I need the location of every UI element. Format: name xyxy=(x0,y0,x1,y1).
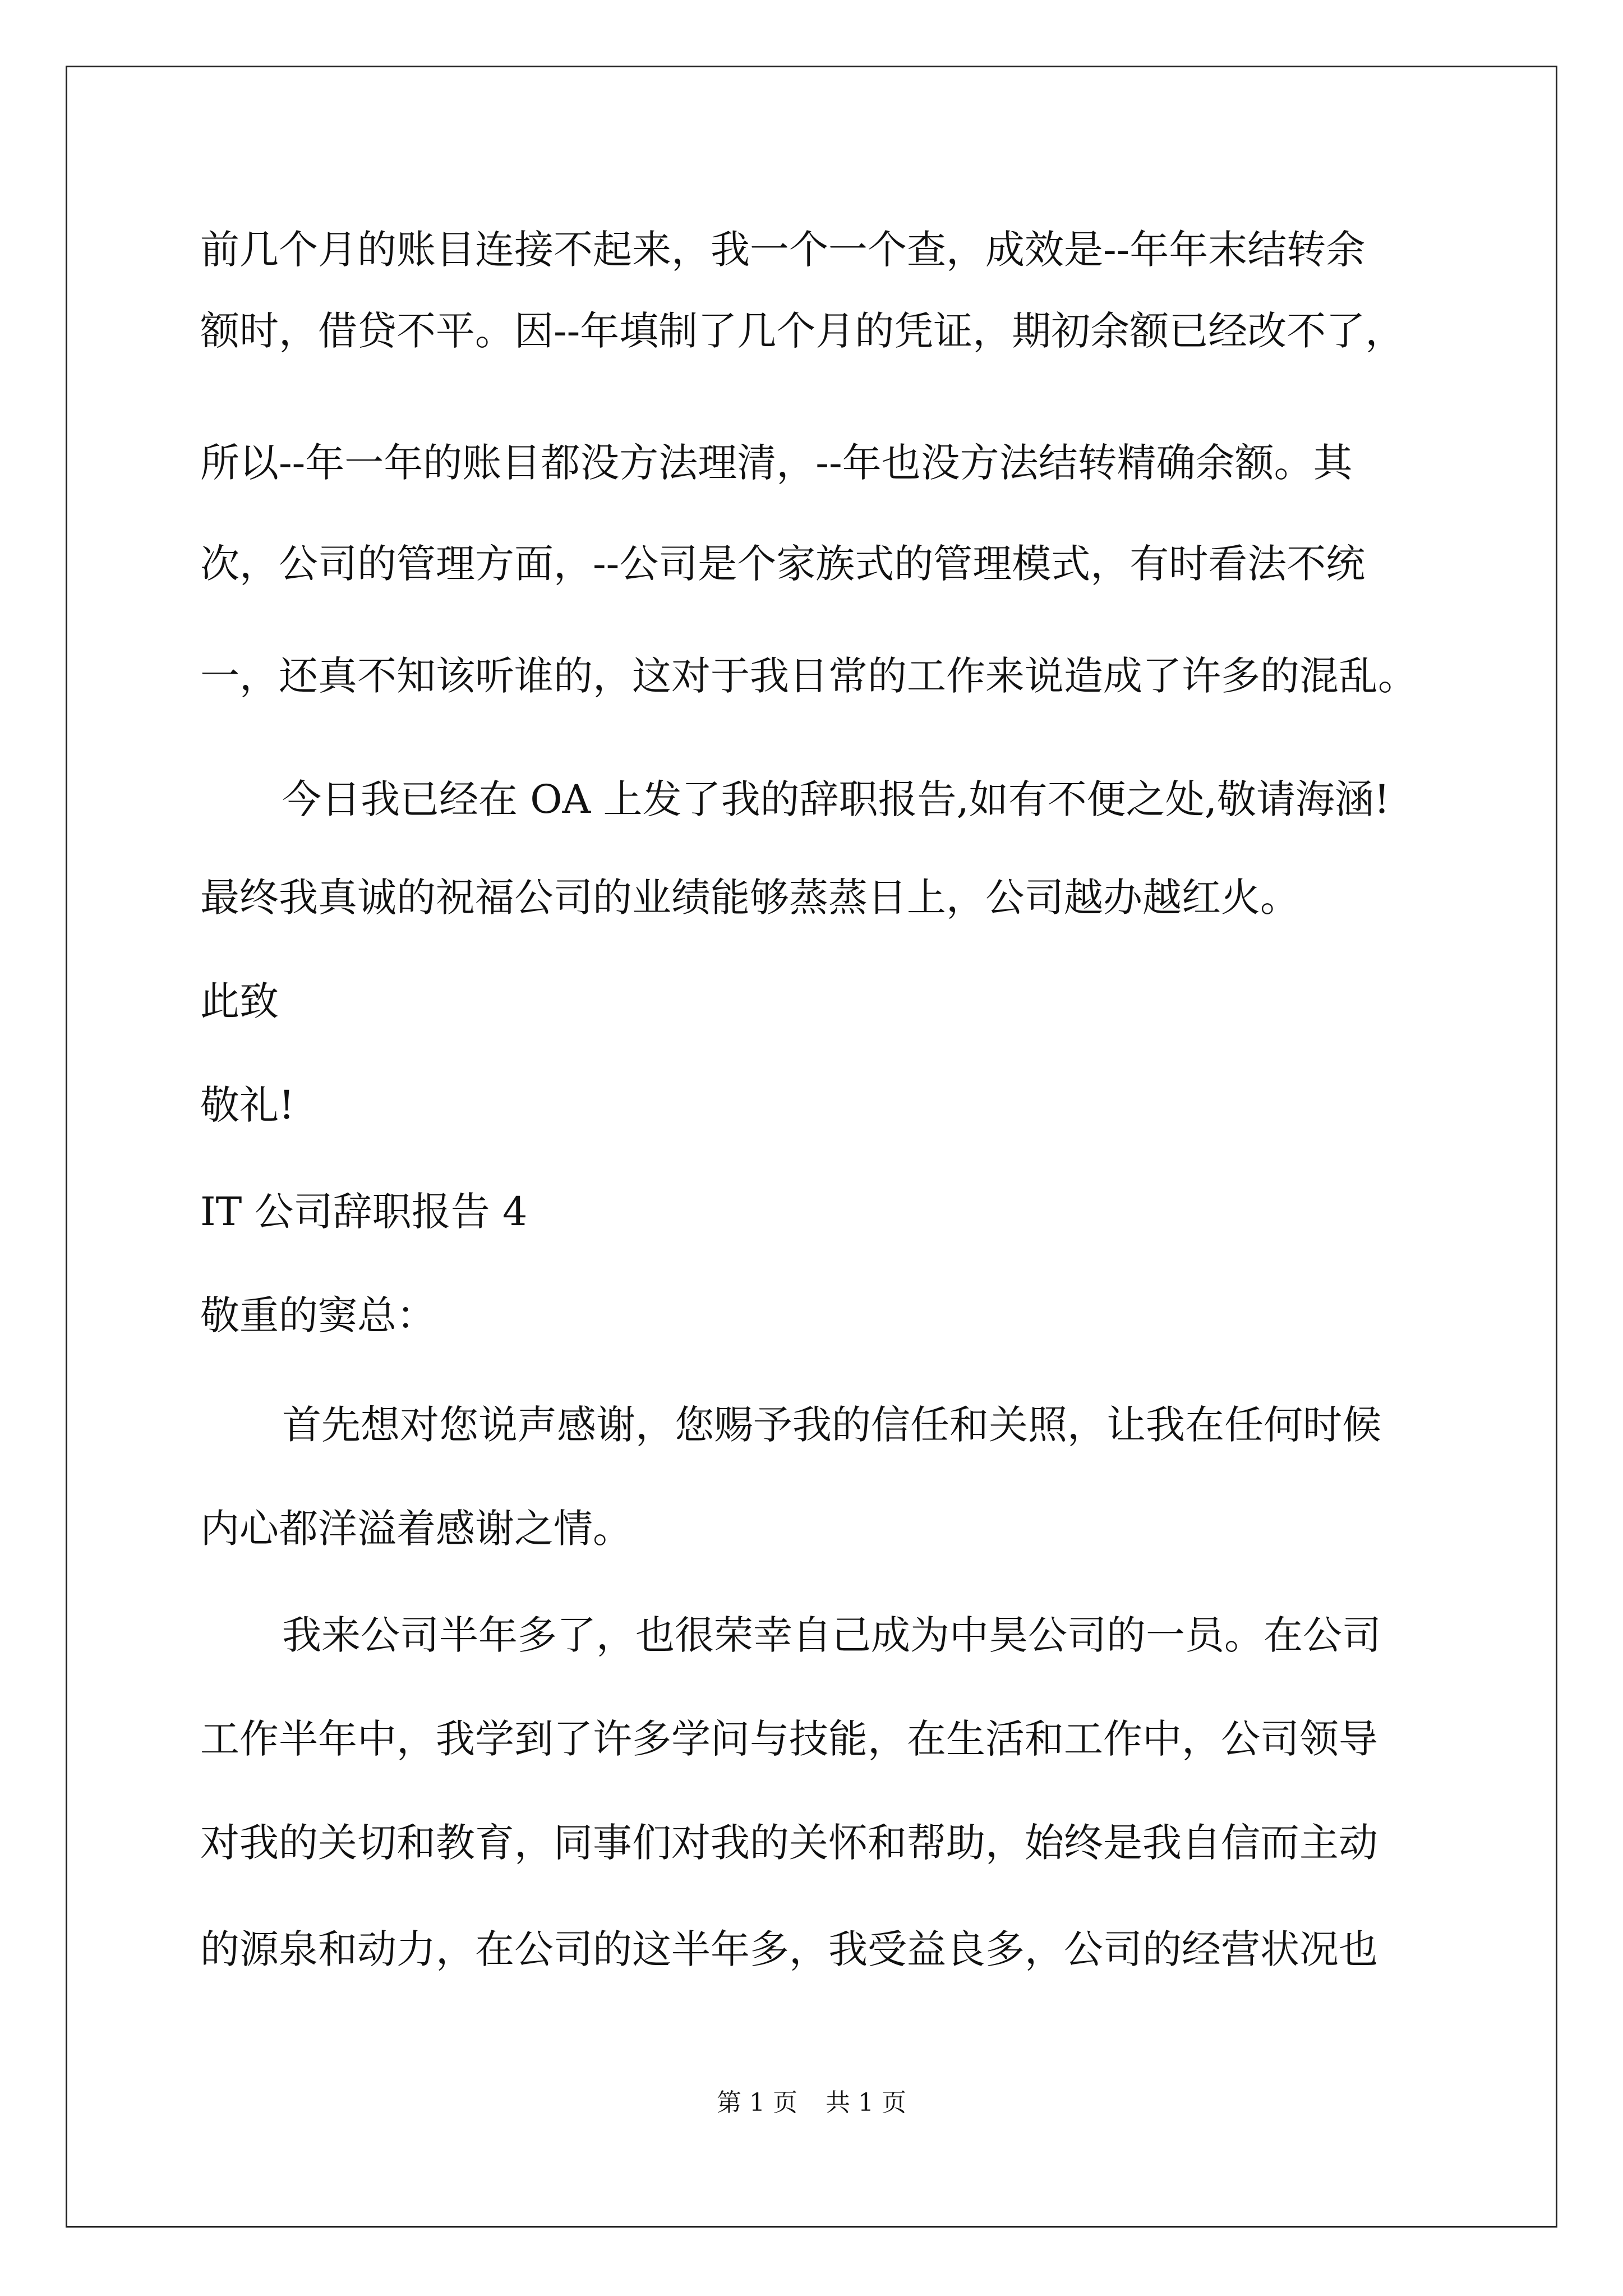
page-number-total: 共 1 页 xyxy=(826,2088,906,2117)
text-line: 所以--年一年的账目都没方法理清，--年也没方法结转精确余额。其 xyxy=(200,440,1353,486)
page-number-current: 第 1 页 xyxy=(717,2088,797,2117)
text-line: 一，还真不知该听谁的，这对于我日常的工作来说造成了许多的混乱。 xyxy=(200,653,1417,699)
text-line: 内心都洋溢着感谢之情。 xyxy=(200,1506,632,1552)
text-line: 额时，借贷不平。因--年填制了几个月的凭证，期初余额已经改不了， xyxy=(200,308,1405,354)
section-title: IT 公司辞职报告 4 xyxy=(200,1189,528,1235)
text-line: 次，公司的管理方面，--公司是个家族式的管理模式，有时看法不统 xyxy=(200,541,1366,587)
page-border xyxy=(66,66,1557,2228)
closing-regards: 敬礼! xyxy=(200,1082,295,1128)
text-line: 最终我真诚的祝福公司的业绩能够蒸蒸日上，公司越办越红火。 xyxy=(200,875,1299,921)
text-line: 今日我已经在 OA 上发了我的辞职报告,如有不便之处,敬请海涵! xyxy=(282,776,1390,822)
text-line: 前几个月的账目连接不起来，我一个一个查，成效是--年年末结转余 xyxy=(200,227,1366,273)
page-footer xyxy=(0,2082,1623,2118)
text-line: 我来公司半年多了，也很荣幸自己成为中昊公司的一员。在公司 xyxy=(282,1612,1381,1658)
closing-salutation: 此致 xyxy=(200,978,279,1024)
text-line: 工作半年中，我学到了许多学问与技能，在生活和工作中，公司领导 xyxy=(200,1716,1378,1762)
text-line: 首先想对您说声感谢，您赐予我的信任和关照，让我在任何时候 xyxy=(282,1402,1381,1448)
letter-greeting: 敬重的窦总： xyxy=(200,1292,436,1338)
text-line: 的源泉和动力，在公司的这半年多，我受益良多，公司的经营状况也 xyxy=(200,1926,1378,1972)
text-line: 对我的关切和教育，同事们对我的关怀和帮助，始终是我自信而主动 xyxy=(200,1820,1378,1866)
